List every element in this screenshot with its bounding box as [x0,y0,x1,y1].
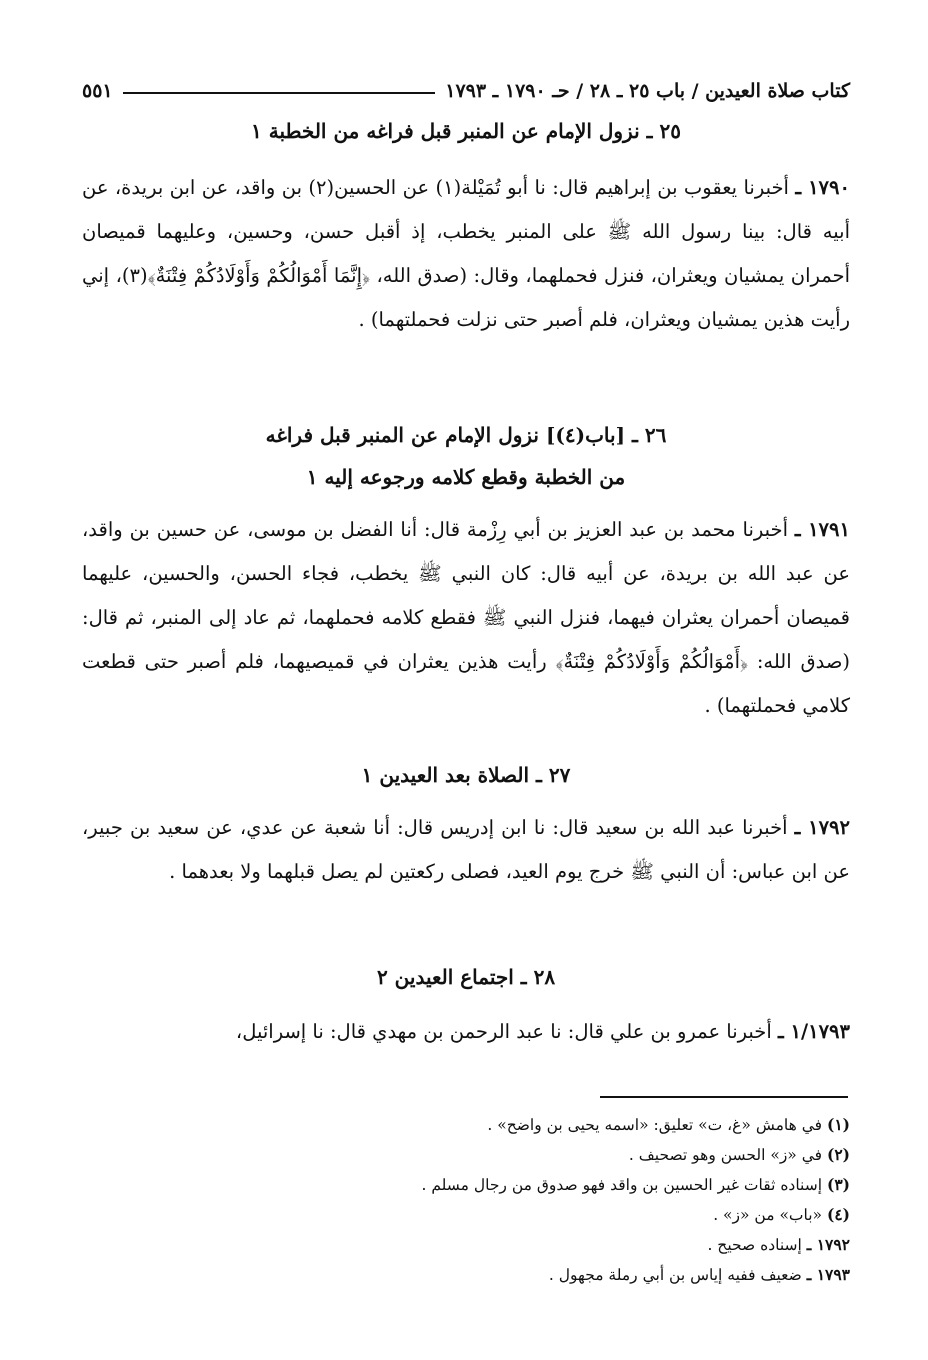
section-heading-25: ٢٥ ـ نزول الإمام عن المنبر قبل فراغه من الخطبة ١ [251,119,681,143]
hadith-text: أخبرنا يعقوب بن إبراهيم قال: نا أبو تُمَيْلة(١) عن الحسين(٢) بن واقد، عن ابن بريدة، عن أبيه قال: بينا رسول الله ﷺ على المنبر يخطب، إذ أقبل حسن، وحسين، وعليهما قميصان أحمران يمشيان ويعثران، فنزل فحملهما، وقال: (صدق الله، ﴿إِنَّمَا أَمْوَالُكُمْ وَأَوْلَادُكُمْ فِتْنَةٌ﴾(٣)، إني رأيت هذين يمشيان ويعثران، فلم أصبر حتى نزلت فحملتهما) . [82,176,850,331]
hadith-number: ١٧٩١ ـ [794,518,850,541]
footnote: (٢) في «ز» الحسن وهو تصحيف . [628,1145,850,1164]
section-heading-28: ٢٨ ـ اجتماع العيدين ٢ [376,965,556,989]
section-heading-26-line2: من الخطبة وقطع كلامه ورجوعه إليه ١ [306,465,626,489]
footnote: (٤) «باب» من «ز» . [713,1205,850,1224]
page-header [82,62,850,102]
hadith-1790 [82,166,850,342]
hadith-1791 [82,508,850,728]
footnotes [82,1110,850,1290]
footnote: ١٧٩٢ ـ إسناده صحيح . [707,1235,850,1254]
footnote: (٣) إسناده ثقات غير الحسين بن واقد فهو صدوق من رجال مسلم . [421,1175,850,1194]
hadith-number: ١٧٩٢ ـ [794,816,850,839]
footnote: ١٧٩٣ ـ ضعيف ففيه إياس بن أبي رملة مجهول . [548,1265,850,1284]
hadith-number: ١/١٧٩٣ ـ [777,1020,850,1043]
section-heading-27: ٢٧ ـ الصلاة بعد العيدين ١ [361,763,571,787]
running-title: كتاب صلاة العيدين / باب ٢٥ ـ ٢٨ / حـ ١٧٩٠ ـ ١٧٩٣ [445,80,850,102]
hadith-text: أخبرنا عمرو بن علي قال: نا عبد الرحمن بن مهدي قال: نا إسرائيل، [235,1020,772,1043]
hadith-1793 [82,1010,850,1054]
hadith-text: أخبرنا محمد بن عبد العزيز بن أبي رِزْمة قال: أنا الفضل بن موسى، عن حسين بن واقد، عن عبد الله بن بريدة، عن أبيه قال: كان النبي ﷺ يخطب، فجاء الحسن، والحسين، عليهما قميصان أحمران يعثران فيهما، فنزل النبي ﷺ فقطع كلامه فحملهما، ثم عاد إلى المنبر، ثم قال: (صدق الله: ﴿أَمْوَالُكُمْ وَأَوْلَادُكُمْ فِتْنَةٌ﴾ رأيت هذين يعثران في قميصيهما، فلم أصبر حتى قطعت كلامي فحملتهما) . [82,518,850,717]
hadith-1792 [82,806,850,894]
footnote-separator [600,1096,848,1098]
page-number: ٥٥١ [82,80,113,102]
section-heading-26-line1: ٢٦ ـ [باب(٤)] نزول الإمام عن المنبر قبل فراغه [265,423,667,447]
hadith-text: أخبرنا عبد الله بن سعيد قال: نا ابن إدريس قال: أنا شعبة عن عدي، عن سعيد بن جبير، عن ابن عباس: أن النبي ﷺ خرج يوم العيد، فصلى ركعتين لم يصل قبلهما ولا بعدهما . [82,816,850,883]
footnote: (١) في هامش «غ، ت» تعليق: «اسمه يحيى بن واضح» . [487,1115,850,1134]
hadith-number: ١٧٩٠ ـ [795,176,850,199]
header-rule [123,92,436,94]
